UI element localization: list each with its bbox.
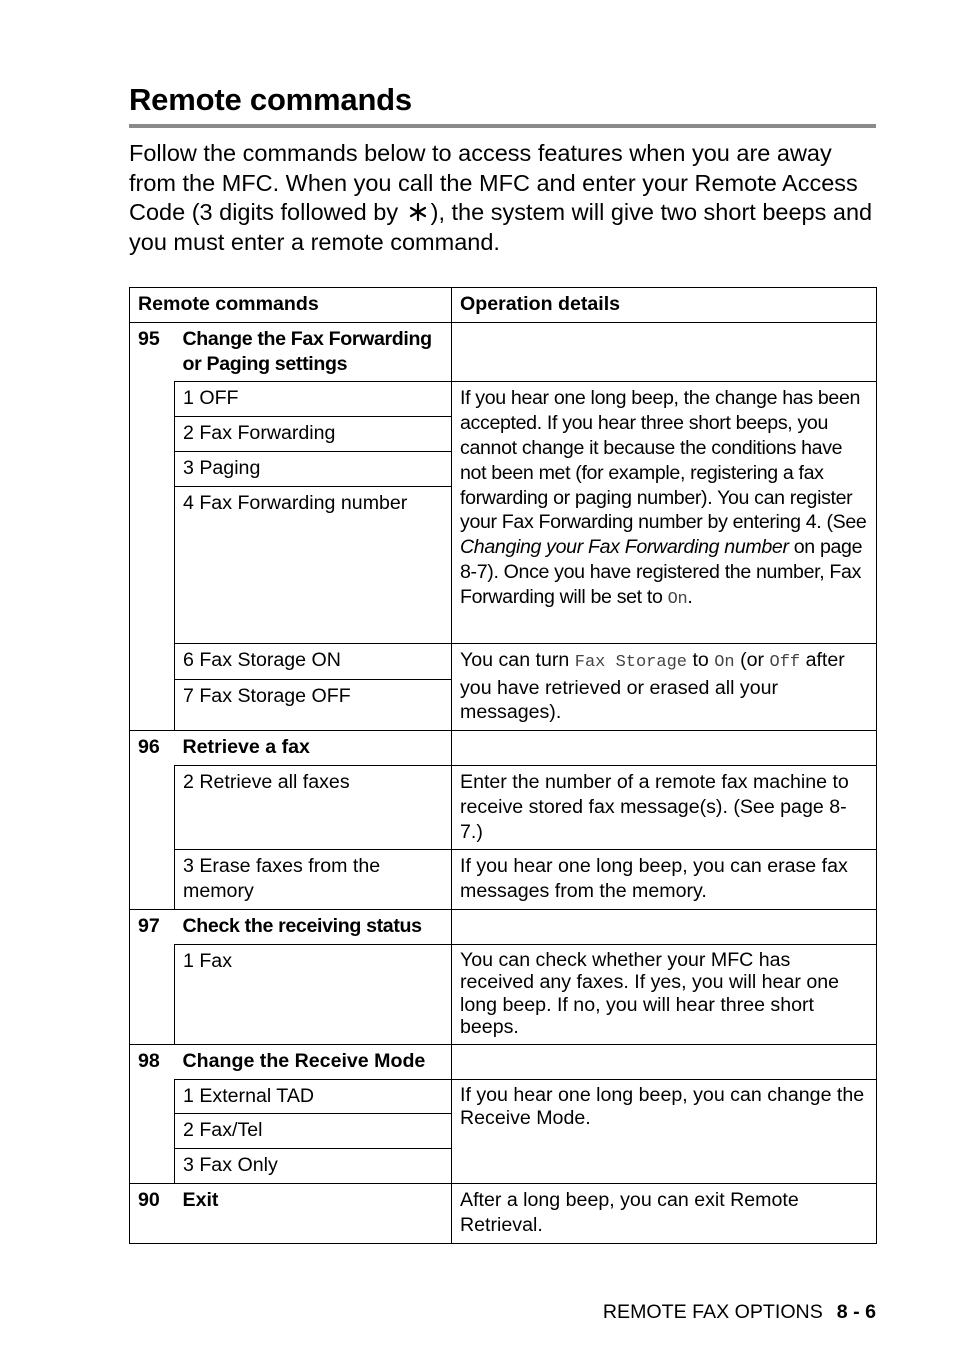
star-key-icon [405, 198, 431, 228]
intro-paragraph [129, 139, 879, 257]
header-operation-details: Operation details [452, 288, 877, 323]
remote-commands-table [129, 287, 877, 1244]
operation-detail [452, 643, 877, 730]
table-row [130, 1044, 877, 1079]
operation-detail: If you hear one long beep, you can change the Receive Mode. [452, 1079, 877, 1184]
sub-command: 1 OFF [175, 382, 452, 417]
command-title: Check the receiving status [175, 909, 452, 944]
title-underline [129, 124, 876, 128]
operation-detail: You can check whether your MFC has received any faxes. If yes, you will hear one long beep. If no, you will hear three short beeps. [452, 944, 877, 1044]
table-row [130, 1079, 877, 1114]
detail-text: after you have retrieved or erased all your messages). [460, 648, 845, 724]
sub-command: 4 Fax Forwarding number [175, 486, 452, 643]
sub-command: 2 Fax/Tel [175, 1114, 452, 1149]
lcd-value: Off [769, 652, 801, 672]
sub-command: 1 External TAD [175, 1079, 452, 1114]
command-code: 90 [130, 1184, 175, 1244]
intro-text-1: Follow the commands below to access features when you are away from the MFC. When you call the MFC and enter your Remote Access Code (3 digits followed by [129, 140, 858, 225]
table-row [130, 1184, 877, 1244]
table-row [130, 382, 877, 417]
command-title: Change the Receive Mode [175, 1044, 452, 1079]
operation-detail-empty [452, 731, 877, 766]
page-number: 8 - 6 [836, 1301, 876, 1323]
table-row [130, 909, 877, 944]
detail-text: You can turn [460, 648, 570, 671]
page-footer [603, 1300, 876, 1324]
sub-command: 7 Fax Storage OFF [175, 679, 452, 731]
operation-detail: After a long beep, you can exit Remote Retrieval. [452, 1184, 877, 1244]
table-row [130, 765, 877, 849]
footer-section: REMOTE FAX OPTIONS [602, 1301, 823, 1323]
operation-detail-empty [452, 322, 877, 382]
table-row [130, 322, 877, 382]
page-title: Remote commands [129, 82, 412, 117]
lcd-value: On [667, 589, 688, 609]
command-title: Exit [175, 1184, 452, 1244]
detail-text: to [692, 648, 709, 671]
command-code: 97 [130, 909, 175, 1044]
sub-command: 2 Fax Forwarding [175, 417, 452, 452]
sub-command: 2 Retrieve all faxes [175, 765, 452, 849]
command-title: Change the Fax Forwarding or Paging settings [175, 322, 452, 382]
table-row [130, 850, 877, 910]
command-code: 96 [130, 731, 175, 910]
operation-detail [452, 382, 877, 643]
lcd-value: Fax Storage [574, 652, 687, 672]
command-title: Retrieve a fax [175, 731, 452, 766]
command-code: 98 [130, 1044, 175, 1183]
command-code: 95 [130, 322, 175, 730]
intro-text-2: ), the system will give two short beeps and you must enter a remote command. [129, 199, 873, 255]
operation-detail-empty [452, 909, 877, 944]
sub-command: 3 Erase faxes from the memory [175, 850, 452, 910]
table-row [130, 944, 877, 1044]
detail-text: . [687, 585, 693, 608]
table-header-row [130, 288, 877, 323]
table-row [130, 643, 877, 679]
sub-command: 3 Paging [175, 451, 452, 486]
table-row [130, 731, 877, 766]
detail-text: on page 8-7). Once you have registered the number, Fax Forwarding will be set to [460, 536, 863, 608]
detail-text: (or [740, 648, 765, 671]
operation-detail: Enter the number of a remote fax machine to receive stored fax message(s). (See page 8-7.) [452, 765, 877, 849]
operation-detail: If you hear one long beep, you can erase fax messages from the memory. [452, 850, 877, 910]
sub-command: 3 Fax Only [175, 1149, 452, 1184]
operation-detail-empty [452, 1044, 877, 1079]
header-remote-commands: Remote commands [130, 288, 452, 323]
lcd-value: On [714, 652, 735, 672]
sub-command: 6 Fax Storage ON [175, 643, 452, 679]
cross-reference: Changing your Fax Forwarding number [460, 536, 789, 559]
sub-command: 1 Fax [175, 944, 452, 1044]
detail-text: If you hear one long beep, the change has been accepted. If you hear three short beeps, you cannot change it because the conditions have not been met (for example, registering a fax forwarding or paging number). You can register your Fax Forwarding number by entering 4. (See [460, 387, 867, 534]
